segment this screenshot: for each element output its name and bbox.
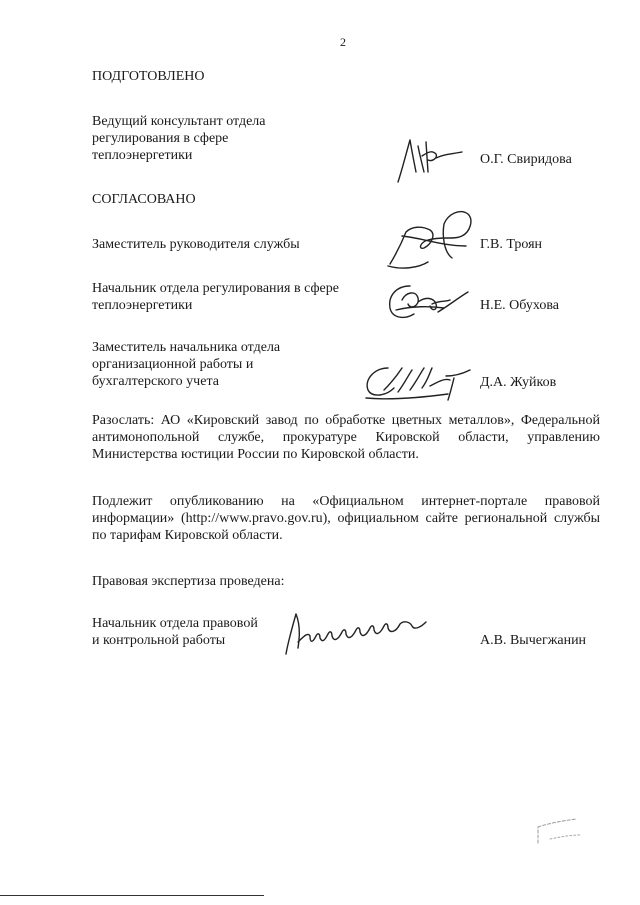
position-line: Начальник отдела правовой bbox=[92, 616, 258, 631]
position-line: теплоэнергетики bbox=[92, 298, 193, 313]
distribution-paragraph: Разослать: АО «Кировский завод по обработке цветных металлов», Федеральной антимонопольной службе, прокуратуре Кировской области, управлению Министерства юстиции России по Кировской области. bbox=[92, 413, 600, 462]
signatory-name: Н.Е. Обухова bbox=[480, 298, 559, 313]
position-line: Начальник отдела регулирования в сфере bbox=[92, 281, 339, 296]
signature-obukhova bbox=[382, 276, 474, 324]
position-line: и контрольной работы bbox=[92, 633, 226, 648]
position-line: теплоэнергетики bbox=[92, 148, 193, 163]
signatory-name: Д.А. Жуйков bbox=[480, 375, 557, 390]
signatory-name: А.В. Вычегжанин bbox=[480, 633, 587, 648]
legal-review-statement: Правовая экспертиза проведена: bbox=[92, 574, 285, 589]
page-number: 2 bbox=[340, 35, 346, 49]
corner-mark bbox=[530, 815, 590, 847]
signature-troyan bbox=[382, 206, 482, 274]
signatory-name: О.Г. Свиридова bbox=[480, 152, 572, 167]
publication-paragraph: Подлежит опубликованию на «Официальном интернет-портале правовой информации» (http://www.pravo.gov.ru), официальном сайте региональной службы по тарифам Кировской области. bbox=[92, 494, 600, 543]
position-line: Заместитель руководителя службы bbox=[92, 237, 300, 252]
prepared-position bbox=[92, 113, 266, 164]
signature-vychegzhanin bbox=[276, 606, 436, 660]
position-line: организационной работы и bbox=[92, 357, 254, 372]
signature-zhuykov bbox=[358, 358, 476, 406]
legal-position bbox=[92, 615, 258, 649]
zhuykov-position bbox=[92, 339, 280, 390]
prepared-heading: ПОДГОТОВЛЕНО bbox=[92, 69, 205, 84]
position-line: регулирования в сфере bbox=[92, 131, 229, 146]
position-line: бухгалтерского учета bbox=[92, 374, 219, 389]
signature-sviridova bbox=[392, 132, 472, 186]
obukhova-position bbox=[92, 280, 339, 314]
position-line: Ведущий консультант отдела bbox=[92, 114, 266, 129]
agreed-heading: СОГЛАСОВАНО bbox=[92, 192, 196, 207]
position-line: Заместитель начальника отдела bbox=[92, 340, 281, 355]
signatory-name: Г.В. Троян bbox=[480, 237, 543, 252]
footer-divider bbox=[0, 895, 264, 896]
